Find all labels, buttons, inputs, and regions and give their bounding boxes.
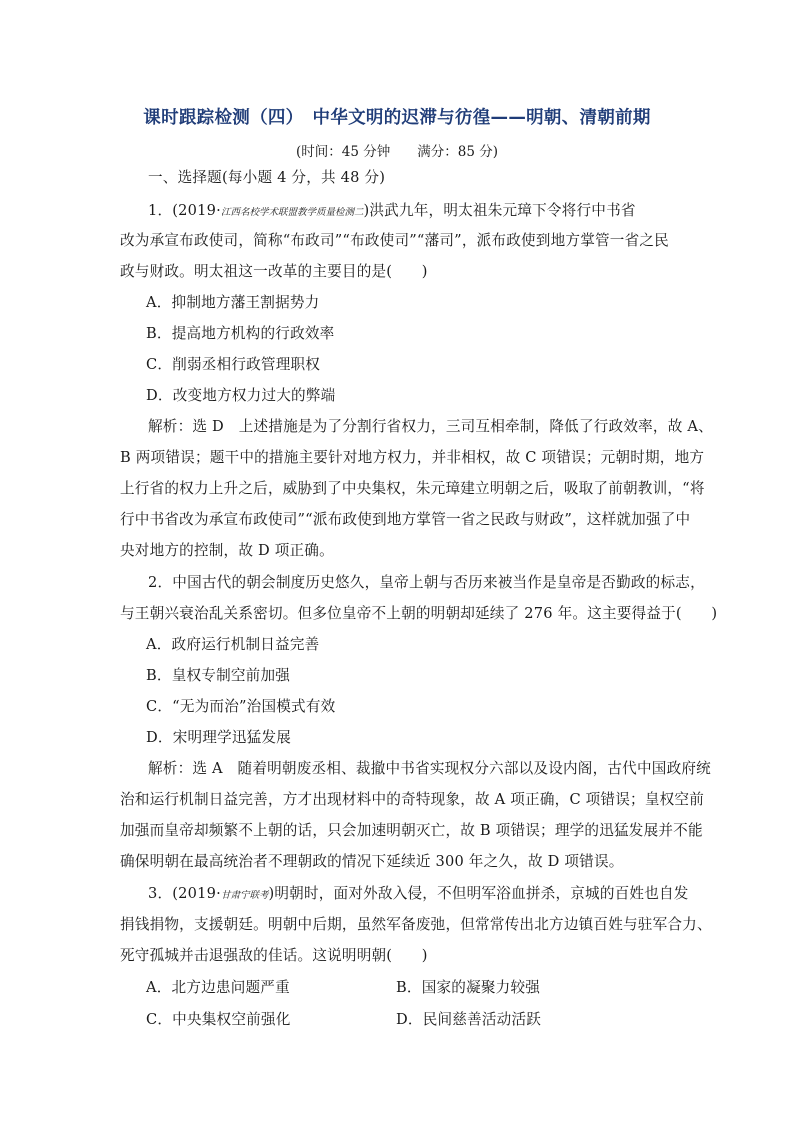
q2-explanation-1: 解析：选 A 随着明朝废丞相、裁撤中书省实现权分六部以及设内阁，古代中国政府统 [148,760,711,777]
q2-option-b: B．皇权专制空前加强 [146,667,291,684]
q3-option-a: A．北方边患问题严重 [146,979,290,996]
q2-line-2: 与王朝兴衰治乱关系密切。但多位皇帝不上朝的明朝却延续了 276 年。这主要得益于( ) [120,605,718,622]
q3-option-d: D．民间慈善活动活跃 [396,1011,542,1028]
q1-line-2: 改为承宣布政使司，简称“布政司”“布政使司”“藩司”，派布政使到地方掌管一省之民 [120,232,669,249]
q2-option-d: D．宋明理学迅猛发展 [146,729,292,746]
q2-explanation-3: 加强而皇帝却频繁不上朝的话，只会加速明朝灭亡，故 B 项错误；理学的迅猛发展并不能 [120,822,703,839]
q3-source: 甘肃宁联考 [220,890,269,901]
q1-option-a: A．抑制地方藩王割据势力 [146,294,320,311]
q1-explanation-4: 行中书省改为承宣布政使司”“派布政使到地方掌管一省之民政与财政”，这样就加强了中 [120,511,691,528]
q1-line-1: 1．(2019·江西名校学术联盟教学质量检测二)洪武九年，明太祖朱元璋下令将行中书省 [148,202,636,219]
q1-option-b: B．提高地方机构的行政效率 [146,325,335,342]
q3-line-1: 3．(2019·甘肃宁联考)明朝时，面对外敌入侵，不但明军浴血拼杀，京城的百姓也自发 [148,885,689,902]
q2-option-c: C．“无为而治”治国模式有效 [146,698,336,715]
q2-option-a: A．政府运行机制日益完善 [146,636,320,653]
q1-line-3: 政与财政。明太祖这一改革的主要目的是( ) [120,263,428,280]
q2-explanation-4: 确保明朝在最高统治者不理朝政的情况下延续近 300 年之久，故 D 项错误。 [120,853,624,870]
q1-option-c: C．削弱丞相行政管理职权 [146,356,321,373]
q3-line-2: 捐钱捐物，支援朝廷。明朝中后期，虽然军备废弛，但常常传出北方边镇百姓与驻军合力、 [120,916,712,933]
q1-option-d: D．改变地方权力过大的弊端 [146,387,336,404]
q2-explanation-2: 治和运行机制日益完善，方才出现材料中的奇特现象，故 A 项正确，C 项错误；皇权空前 [120,791,704,808]
q1-source: 江西名校学术联盟教学质量检测二 [220,207,364,218]
section-heading: 一、选择题(每小题 4 分，共 48 分) [148,169,386,186]
q1-explanation-5: 央对地方的控制，故 D 项正确。 [120,542,334,559]
q3-line-3: 死守孤城并击退强敌的佳话。这说明明朝( ) [120,947,428,964]
q1-explanation-1: 解析：选 D 上述措施是为了分割行省权力，三司互相牵制，降低了行政效率，故 A、 [148,418,713,435]
q1-explanation-2: B 两项错误；题干中的措施主要针对地方权力，并非相权，故 C 项错误；元朝时期，地方 [120,449,705,466]
document-title: 课时跟踪检测（四） 中华文明的迟滞与彷徨——明朝、清朝前期 [143,108,651,128]
q3-option-c: C．中央集权空前强化 [146,1011,291,1028]
q1-explanation-3: 上行省的权力上升之后，威胁到了中央集权，朱元璋建立明朝之后，吸取了前朝教训，“将 [120,480,705,497]
q3-option-b: B．国家的凝聚力较强 [396,979,541,996]
document-subtitle: (时间：45 分钟 满分：85 分) [296,144,498,160]
q2-line-1: 2．中国古代的朝会制度历史悠久，皇帝上朝与否历来被当作是皇帝是否勤政的标志， [148,574,705,591]
